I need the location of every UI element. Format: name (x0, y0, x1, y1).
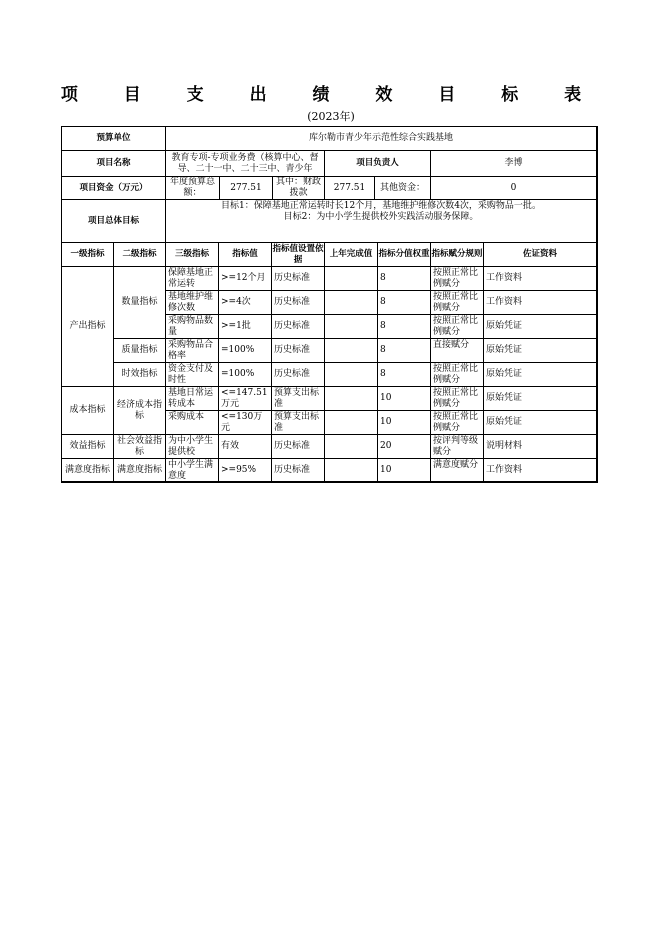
performance-table (61, 126, 598, 483)
evidence-cell: 工作资料 (484, 291, 597, 315)
year-subtitle: (2023年) (307, 110, 355, 123)
level1-cost: 成本指标 (62, 387, 114, 435)
prev-value-cell (325, 411, 378, 435)
indicator-value-cell: 有效 (219, 435, 272, 459)
header-evidence: 佐证资料 (484, 243, 597, 267)
basis-cell: 历史标准 (272, 363, 325, 387)
evidence-cell: 原始凭证 (484, 339, 597, 363)
goal-line-1: 目标1：保障基地正常运转时长12个月，基地维护维修次数4次，采购物品一批。 (221, 201, 541, 211)
other-funds-label: 其他资金： (375, 177, 431, 200)
weight-cell: 10 (378, 459, 431, 482)
goal-text (166, 200, 597, 243)
weight-cell: 8 (378, 267, 431, 291)
evidence-cell: 原始凭证 (484, 315, 597, 339)
indicator-value-cell: =100% (219, 339, 272, 363)
level2-satisfaction: 满意度指标 (114, 459, 166, 482)
evidence-cell: 工作资料 (484, 267, 597, 291)
level3-cell: 中小学生满意度 (166, 459, 219, 482)
rule-cell: 按照正常比例赋分 (431, 363, 484, 387)
page-title: 项 目 支 出 绩 效 目 标 表 (60, 85, 602, 105)
level2-quality: 质量指标 (114, 339, 166, 363)
prev-value-cell (325, 435, 378, 459)
evidence-cell: 原始凭证 (484, 411, 597, 435)
rule-cell: 按评判等级赋分 (431, 435, 484, 459)
indicator-value-cell: >=12个月 (219, 267, 272, 291)
level2-quantity: 数量指标 (114, 267, 166, 339)
goal-label: 项目总体目标 (62, 200, 166, 243)
project-leader-value: 李博 (431, 151, 597, 177)
weight-cell: 8 (378, 363, 431, 387)
evidence-cell: 说明材料 (484, 435, 597, 459)
annual-budget-label: 年度预算总额： (166, 177, 220, 200)
level1-output: 产出指标 (62, 267, 114, 387)
header-value: 指标值 (219, 243, 272, 267)
level3-cell: 基地日常运转成本 (166, 387, 219, 411)
level3-cell: 资金支付及时性 (166, 363, 219, 387)
header-level3: 三级指标 (166, 243, 219, 267)
prev-value-cell (325, 315, 378, 339)
basis-cell: 历史标准 (272, 435, 325, 459)
prev-value-cell (325, 387, 378, 411)
basis-cell: 预算支出标准 (272, 411, 325, 435)
goal-line-2: 目标2：为中小学生提供校外实践活动服务保障。 (283, 212, 479, 222)
level2-timeliness: 时效指标 (114, 363, 166, 387)
prev-value-cell (325, 291, 378, 315)
basis-cell: 历史标准 (272, 459, 325, 482)
evidence-cell: 工作资料 (484, 459, 597, 482)
header-prev: 上年完成值 (325, 243, 378, 267)
fiscal-value: 277.51 (325, 177, 375, 200)
indicator-value-cell: <=130万元 (219, 411, 272, 435)
rule-cell: 按照正常比例赋分 (431, 315, 484, 339)
budget-unit-label: 预算单位 (62, 127, 166, 151)
indicator-value-cell: >=1批 (219, 315, 272, 339)
basis-cell: 历史标准 (272, 267, 325, 291)
basis-cell: 历史标准 (272, 339, 325, 363)
level1-benefit: 效益指标 (62, 435, 114, 459)
level3-cell: 为中小学生提供校 (166, 435, 219, 459)
rule-cell: 按照正常比例赋分 (431, 291, 484, 315)
budget-unit-value: 库尔勒市青少年示范性综合实践基地 (166, 127, 597, 151)
funds-label: 项目资金（万元） (62, 177, 166, 200)
weight-cell: 20 (378, 435, 431, 459)
level3-cell: 采购物品数量 (166, 315, 219, 339)
header-weight: 指标分值权重 (378, 243, 431, 267)
header-basis: 指标值设置依据 (272, 243, 325, 267)
header-level2: 二级指标 (114, 243, 166, 267)
weight-cell: 8 (378, 315, 431, 339)
rule-cell: 满意度赋分 (431, 459, 484, 482)
rule-cell: 直接赋分 (431, 339, 484, 363)
evidence-cell: 原始凭证 (484, 363, 597, 387)
basis-cell: 历史标准 (272, 315, 325, 339)
prev-value-cell (325, 339, 378, 363)
header-rule: 指标赋分规则 (431, 243, 484, 267)
indicator-value-cell: =100% (219, 363, 272, 387)
prev-value-cell (325, 459, 378, 482)
weight-cell: 8 (378, 339, 431, 363)
level2-social-benefit: 社会效益指标 (114, 435, 166, 459)
weight-cell: 8 (378, 291, 431, 315)
level1-satisfaction: 满意度指标 (62, 459, 114, 482)
other-funds-value: 0 (431, 177, 597, 200)
evidence-cell: 原始凭证 (484, 387, 597, 411)
header-level1: 一级指标 (62, 243, 114, 267)
level3-cell: 保障基地正常运转 (166, 267, 219, 291)
basis-cell: 预算支出标准 (272, 387, 325, 411)
rule-cell: 按照正常比例赋分 (431, 411, 484, 435)
level2-economic-cost: 经济成本指标 (114, 387, 166, 435)
indicator-value-cell: >=4次 (219, 291, 272, 315)
project-leader-label: 项目负责人 (325, 151, 431, 177)
basis-cell: 历史标准 (272, 291, 325, 315)
level3-cell: 采购成本 (166, 411, 219, 435)
project-name-value: 教育专项-专项业务费（核算中心、督导、二十一中、二十三中、青少年 (166, 151, 325, 177)
project-name-label: 项目名称 (62, 151, 166, 177)
level3-cell: 基地维护维修次数 (166, 291, 219, 315)
level3-cell: 采购物品合格率 (166, 339, 219, 363)
fiscal-label: 其中：财政拨款 (273, 177, 325, 200)
weight-cell: 10 (378, 387, 431, 411)
rule-cell: 按照正常比例赋分 (431, 267, 484, 291)
weight-cell: 10 (378, 411, 431, 435)
indicator-value-cell: <=147.51万元 (219, 387, 272, 411)
annual-budget-value: 277.51 (220, 177, 273, 200)
indicator-value-cell: >=95% (219, 459, 272, 482)
rule-cell: 按照正常比例赋分 (431, 387, 484, 411)
prev-value-cell (325, 363, 378, 387)
prev-value-cell (325, 267, 378, 291)
